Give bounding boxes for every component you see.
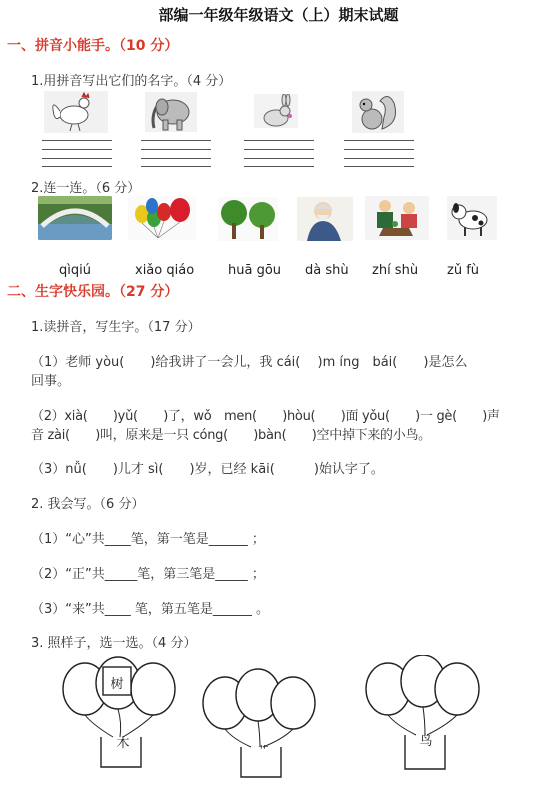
fill-line-1a: （1）老师 yòu( )给我讲了一会儿，我 cái( )m íng bái( )是怎么 bbox=[31, 355, 468, 370]
basket-char-1: 木 bbox=[116, 736, 130, 751]
basket-char-2: 艹 bbox=[257, 744, 269, 757]
boys-icon bbox=[365, 196, 429, 240]
section1-heading: 一、拼音小能手。（10 分） bbox=[7, 38, 179, 54]
pinyin-3: huā gōu bbox=[228, 263, 282, 278]
question-2-3: 3. 照样子，选一选。（4 分） bbox=[31, 636, 197, 651]
question-1-1: 1.用拼音写出它们的名字。（4 分） bbox=[31, 74, 232, 89]
rabbit-icon bbox=[254, 94, 298, 128]
trees-icon bbox=[218, 197, 278, 241]
stroke-line-3: （3）“来”共____ 笔，第五笔是______ 。 bbox=[31, 602, 270, 617]
puppy-icon bbox=[447, 196, 497, 240]
squirrel-icon bbox=[352, 91, 404, 133]
pinyin-6: zǔ fù bbox=[447, 263, 480, 278]
rooster-icon bbox=[44, 91, 108, 133]
page-title: 部编一年级年级语文（上）期末试题 bbox=[158, 6, 399, 24]
section2-heading: 二、生字快乐园。（27 分） bbox=[7, 284, 179, 300]
stroke-line-1: （1）“心”共____笔，第一笔是______ ； bbox=[31, 532, 265, 547]
balloons-icon bbox=[128, 196, 196, 240]
fill-line-3: （3）nǚ( )儿才 sì( )岁，已经 kāi( )始认字了。 bbox=[31, 462, 384, 477]
question-2-1: 1.读拼音，写生字。（17 分） bbox=[31, 320, 201, 335]
pinyin-2: xiǎo qiáo bbox=[135, 263, 195, 278]
stroke-line-2: （2）“正”共_____笔，第三笔是_____ ； bbox=[31, 567, 265, 582]
grandpa-icon bbox=[297, 197, 353, 241]
question-1-2: 2.连一连。（6 分） bbox=[31, 181, 141, 196]
fill-line-1b: 回事。 bbox=[31, 374, 71, 389]
basket-char-3: 鸟 bbox=[419, 734, 433, 749]
fill-line-2a: （2）xià( )yǔ( )了，wǒ men( )hòu( )面 yǒu( )一 gè( )声 bbox=[31, 409, 500, 424]
elephant-icon bbox=[145, 92, 197, 132]
pinyin-4: dà shù bbox=[305, 263, 349, 278]
fill-line-2b: 音 zài( )叫，原来是一只 cóng( )bàn( )空中掉下来的小鸟。 bbox=[31, 428, 431, 443]
pinyin-1: qìqiú bbox=[59, 263, 91, 278]
bridge-icon bbox=[38, 196, 112, 240]
pinyin-5: zhí shù bbox=[372, 263, 419, 278]
example-char: 树 bbox=[110, 677, 124, 692]
question-2-2: 2. 我会写。（6 分） bbox=[31, 497, 145, 512]
